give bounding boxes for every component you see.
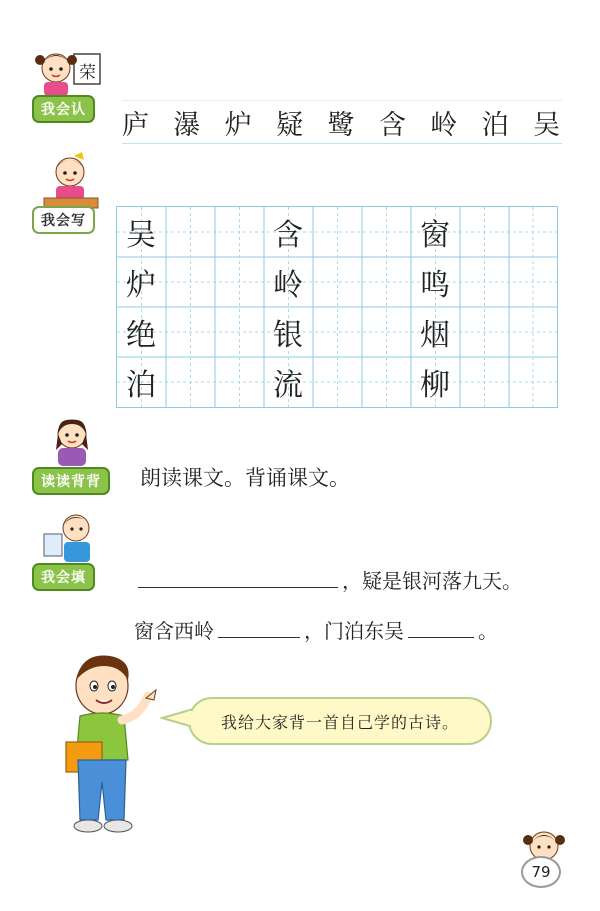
grid-char: 窗 [420, 218, 450, 253]
badge-write: 我会写 [32, 206, 95, 234]
fill-line-2-middle: ，门泊东吴 [304, 619, 404, 643]
grid-char: 吴 [126, 218, 156, 253]
badge-fill: 我会填 [32, 563, 95, 591]
speech-bubble-tail [160, 708, 192, 728]
page-number: 79 [521, 856, 561, 888]
girl-with-sign-icon [30, 42, 110, 98]
grid-char: 泊 [126, 368, 156, 403]
speech-bubble: 我给大家背一首自己学的古诗。 [188, 697, 492, 745]
char-item: 疑 [276, 109, 306, 141]
char-item: 含 [378, 109, 408, 141]
fill-line-1-text: ，疑是银河落九天。 [342, 569, 522, 593]
fill-line-2-end: 。 [478, 619, 498, 643]
boy-presenting-illustration [54, 652, 164, 842]
char-item: 泊 [481, 109, 511, 141]
char-item: 吴 [533, 109, 562, 141]
answer-blank-2[interactable] [218, 636, 300, 638]
grid-char: 柳 [420, 368, 450, 403]
char-item: 炉 [224, 109, 254, 141]
grid-lines [117, 207, 557, 407]
girl-writing-icon [34, 152, 106, 210]
fill-line-2 [134, 615, 498, 644]
char-item: 岭 [430, 109, 460, 141]
writing-grid [116, 206, 558, 408]
grid-char: 炉 [126, 268, 156, 303]
answer-blank-1[interactable] [138, 586, 338, 588]
fill-line-2-start: 窗含西岭 [134, 619, 214, 643]
read-instruction: 朗读课文。背诵课文。 [140, 466, 350, 490]
char-item: 庐 [122, 109, 151, 141]
boy-with-book-icon [40, 512, 104, 564]
girl-reading-icon [40, 416, 104, 468]
grid-char: 烟 [420, 318, 450, 353]
grid-char: 流 [273, 368, 303, 403]
badge-read: 读读背背 [32, 467, 110, 495]
grid-char: 鸣 [420, 268, 450, 303]
grid-char: 岭 [273, 268, 303, 303]
char-item: 鹭 [327, 109, 357, 141]
badge-recognize: 我会认 [32, 95, 95, 123]
char-item: 瀑 [173, 109, 203, 141]
recognize-character-row [122, 100, 562, 144]
grid-char: 含 [273, 218, 303, 253]
answer-blank-3[interactable] [408, 636, 474, 638]
sign-character: 荣 [79, 63, 96, 83]
grid-char: 银 [273, 318, 303, 353]
fill-line-1 [134, 565, 522, 594]
grid-char: 绝 [126, 318, 156, 353]
